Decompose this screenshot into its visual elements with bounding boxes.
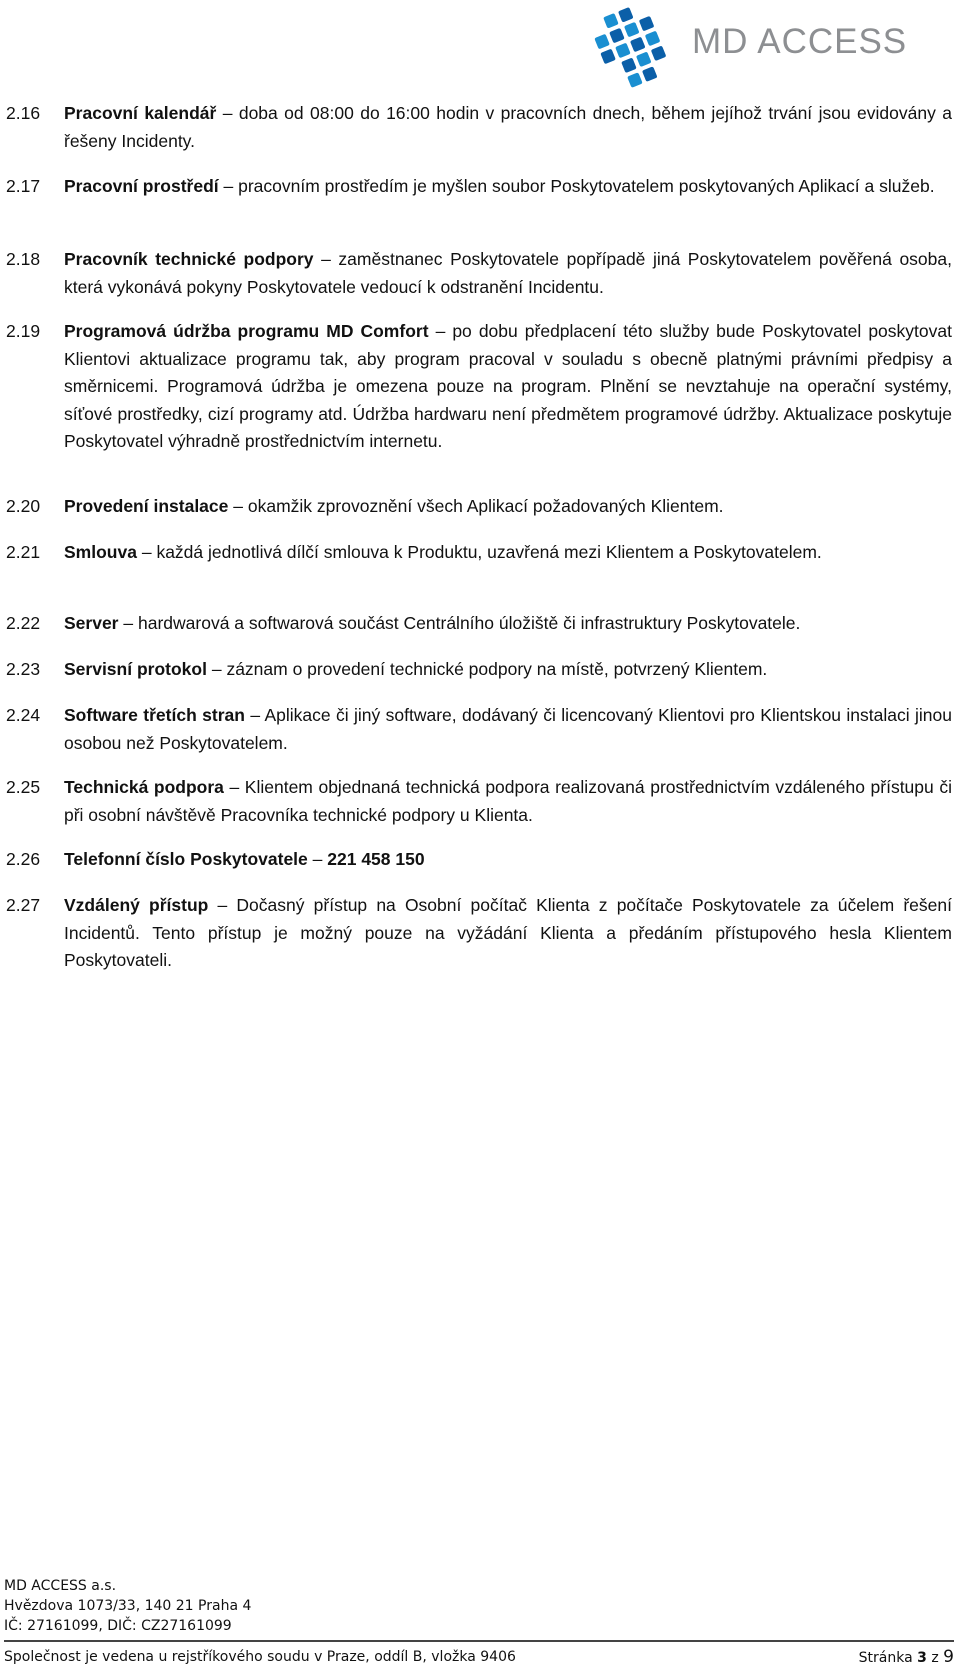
definition-dash: – xyxy=(321,249,331,269)
definition-number: 2.18 xyxy=(6,249,41,269)
definition-number: 2.26 xyxy=(6,849,41,869)
definition-dash: – xyxy=(141,542,152,562)
definition-dash: – xyxy=(250,705,261,725)
definition-term: Pracovní prostředí xyxy=(64,176,219,196)
definition-number: 2.27 xyxy=(6,895,41,915)
definition-term: Pracovník technické podpory xyxy=(64,249,314,269)
page-of: z xyxy=(931,1650,939,1666)
page-number xyxy=(859,1647,954,1668)
definition-text: zaměstnanec Poskytovatele popřípadě jiná Poskytovatelem pověřená osoba, která vykonává pokyny Poskytovatele vedoucí k odstranění Incidentu. xyxy=(64,249,952,297)
definition-number: 2.23 xyxy=(6,659,41,679)
definition-number: 2.16 xyxy=(6,103,41,123)
logo-text: MD ACCESS xyxy=(692,22,908,61)
definition-text: okamžik zprovoznění všech Aplikací požadovaných Klientem. xyxy=(247,496,724,516)
definition-term: Technická podpora xyxy=(64,777,224,797)
footer-company: MD ACCESS a.s. xyxy=(4,1578,117,1594)
definition-number: 2.20 xyxy=(6,496,41,516)
definition-text: hardwarová a softwarová součást Centrálního úložiště či infrastruktury Poskytovatele. xyxy=(137,613,801,633)
page-footer xyxy=(4,1576,954,1667)
definition-number: 2.25 xyxy=(6,777,41,797)
definition-body xyxy=(64,539,952,567)
definition-text: doba od 08:00 do 16:00 hodin v pracovních dnech, během jejíhož trvání jsou evidovány a řešeny Incidenty. xyxy=(64,103,952,151)
definition-body xyxy=(64,656,952,684)
definition-body xyxy=(64,702,952,757)
definition-dash: – xyxy=(222,103,233,123)
definition-dash: – xyxy=(123,613,134,633)
definition-body xyxy=(64,100,952,155)
definition-body xyxy=(64,846,952,874)
definition-text: pracovním prostředím je myšlen soubor Poskytovatelem poskytovaných Aplikací a služeb. xyxy=(238,176,935,196)
definition-dash: – xyxy=(229,777,240,797)
company-logo xyxy=(590,0,950,100)
definition-number: 2.21 xyxy=(6,542,41,562)
logo-mark-icon xyxy=(590,0,690,100)
definition-number: 2.24 xyxy=(6,705,41,725)
definition-term: Provedení instalace xyxy=(64,496,229,516)
definition-body xyxy=(64,892,952,975)
definition-term: Pracovní kalendář xyxy=(64,103,217,123)
definition-dash: – xyxy=(233,496,243,516)
page-current: 3 xyxy=(917,1650,927,1666)
definition-term: Software třetích stran xyxy=(64,705,245,725)
definition-body xyxy=(64,610,952,638)
definition-dash: – xyxy=(223,176,234,196)
definition-text: Dočasný přístup na Osobní počítač Klienta z počítače Poskytovatele za účelem řešení Incidentů. Tento přístup je možný pouze na vyžádání Klienta a předáním přístupového hesla Klientem Poskytovateli. xyxy=(64,895,952,970)
footer-register: Společnost je vedena u rejstříkového soudu v Praze, oddíl B, vložka 9406 xyxy=(4,1649,516,1665)
definition-term: Servisní protokol xyxy=(64,659,207,679)
definition-number: 2.22 xyxy=(6,613,41,633)
definition-text: 221 458 150 xyxy=(327,849,425,869)
definition-dash: – xyxy=(435,321,446,341)
definition-body xyxy=(64,318,952,456)
definition-text: po dobu předplacení této služby bude Poskytovatel poskytovat Klientovi aktualizace programu tak, aby program pracoval v souladu s obecně platnými právními předpisy a směrnicemi. Programová údržba je omezena pouze na program. Plnění se nevztahuje na operační systémy, síťové prostředky, cizí programy atd. Údržba hardwaru není předmětem programové údržby. Aktualizace poskytuje Poskytovatel výhradně prostřednictvím internetu. xyxy=(64,321,952,451)
definition-dash: – xyxy=(211,659,222,679)
definition-text: záznam o provedení technické podpory na místě, potvrzený Klientem. xyxy=(226,659,768,679)
definition-number: 2.19 xyxy=(6,321,41,341)
definition-text: Klientem objednaná technická podpora realizovaná prostřednictvím vzdáleného přístupu či při osobní návštěvě Pracovníka technické podpory u Klienta. xyxy=(64,777,952,825)
page-total: 9 xyxy=(943,1647,954,1667)
definition-term: Smlouva xyxy=(64,542,137,562)
definition-term: Telefonní číslo Poskytovatele xyxy=(64,849,308,869)
definition-term: Programová údržba programu MD Comfort xyxy=(64,321,429,341)
page-label: Stránka xyxy=(858,1650,913,1666)
definition-body xyxy=(64,493,952,521)
definition-body xyxy=(64,173,952,201)
definition-dash: – xyxy=(312,849,323,869)
footer-address: Hvězdova 1073/33, 140 21 Praha 4 xyxy=(4,1598,252,1614)
definition-number: 2.17 xyxy=(6,176,41,196)
definition-body xyxy=(64,774,952,829)
footer-ids: IČ: 27161099, DIČ: CZ27161099 xyxy=(4,1618,232,1634)
definition-dash: – xyxy=(217,895,228,915)
definition-text: každá jednotlivá dílčí smlouva k Produktu, uzavřená mezi Klientem a Poskytovatelem. xyxy=(156,542,822,562)
definition-term: Server xyxy=(64,613,119,633)
definition-text: Aplikace či jiný software, dodávaný či licencovaný Klientovi pro Klientskou instalaci jinou osobou než Poskytovatelem. xyxy=(64,705,952,753)
footer-divider xyxy=(4,1640,954,1667)
definition-term: Vzdálený přístup xyxy=(64,895,209,915)
definition-body xyxy=(64,246,952,301)
